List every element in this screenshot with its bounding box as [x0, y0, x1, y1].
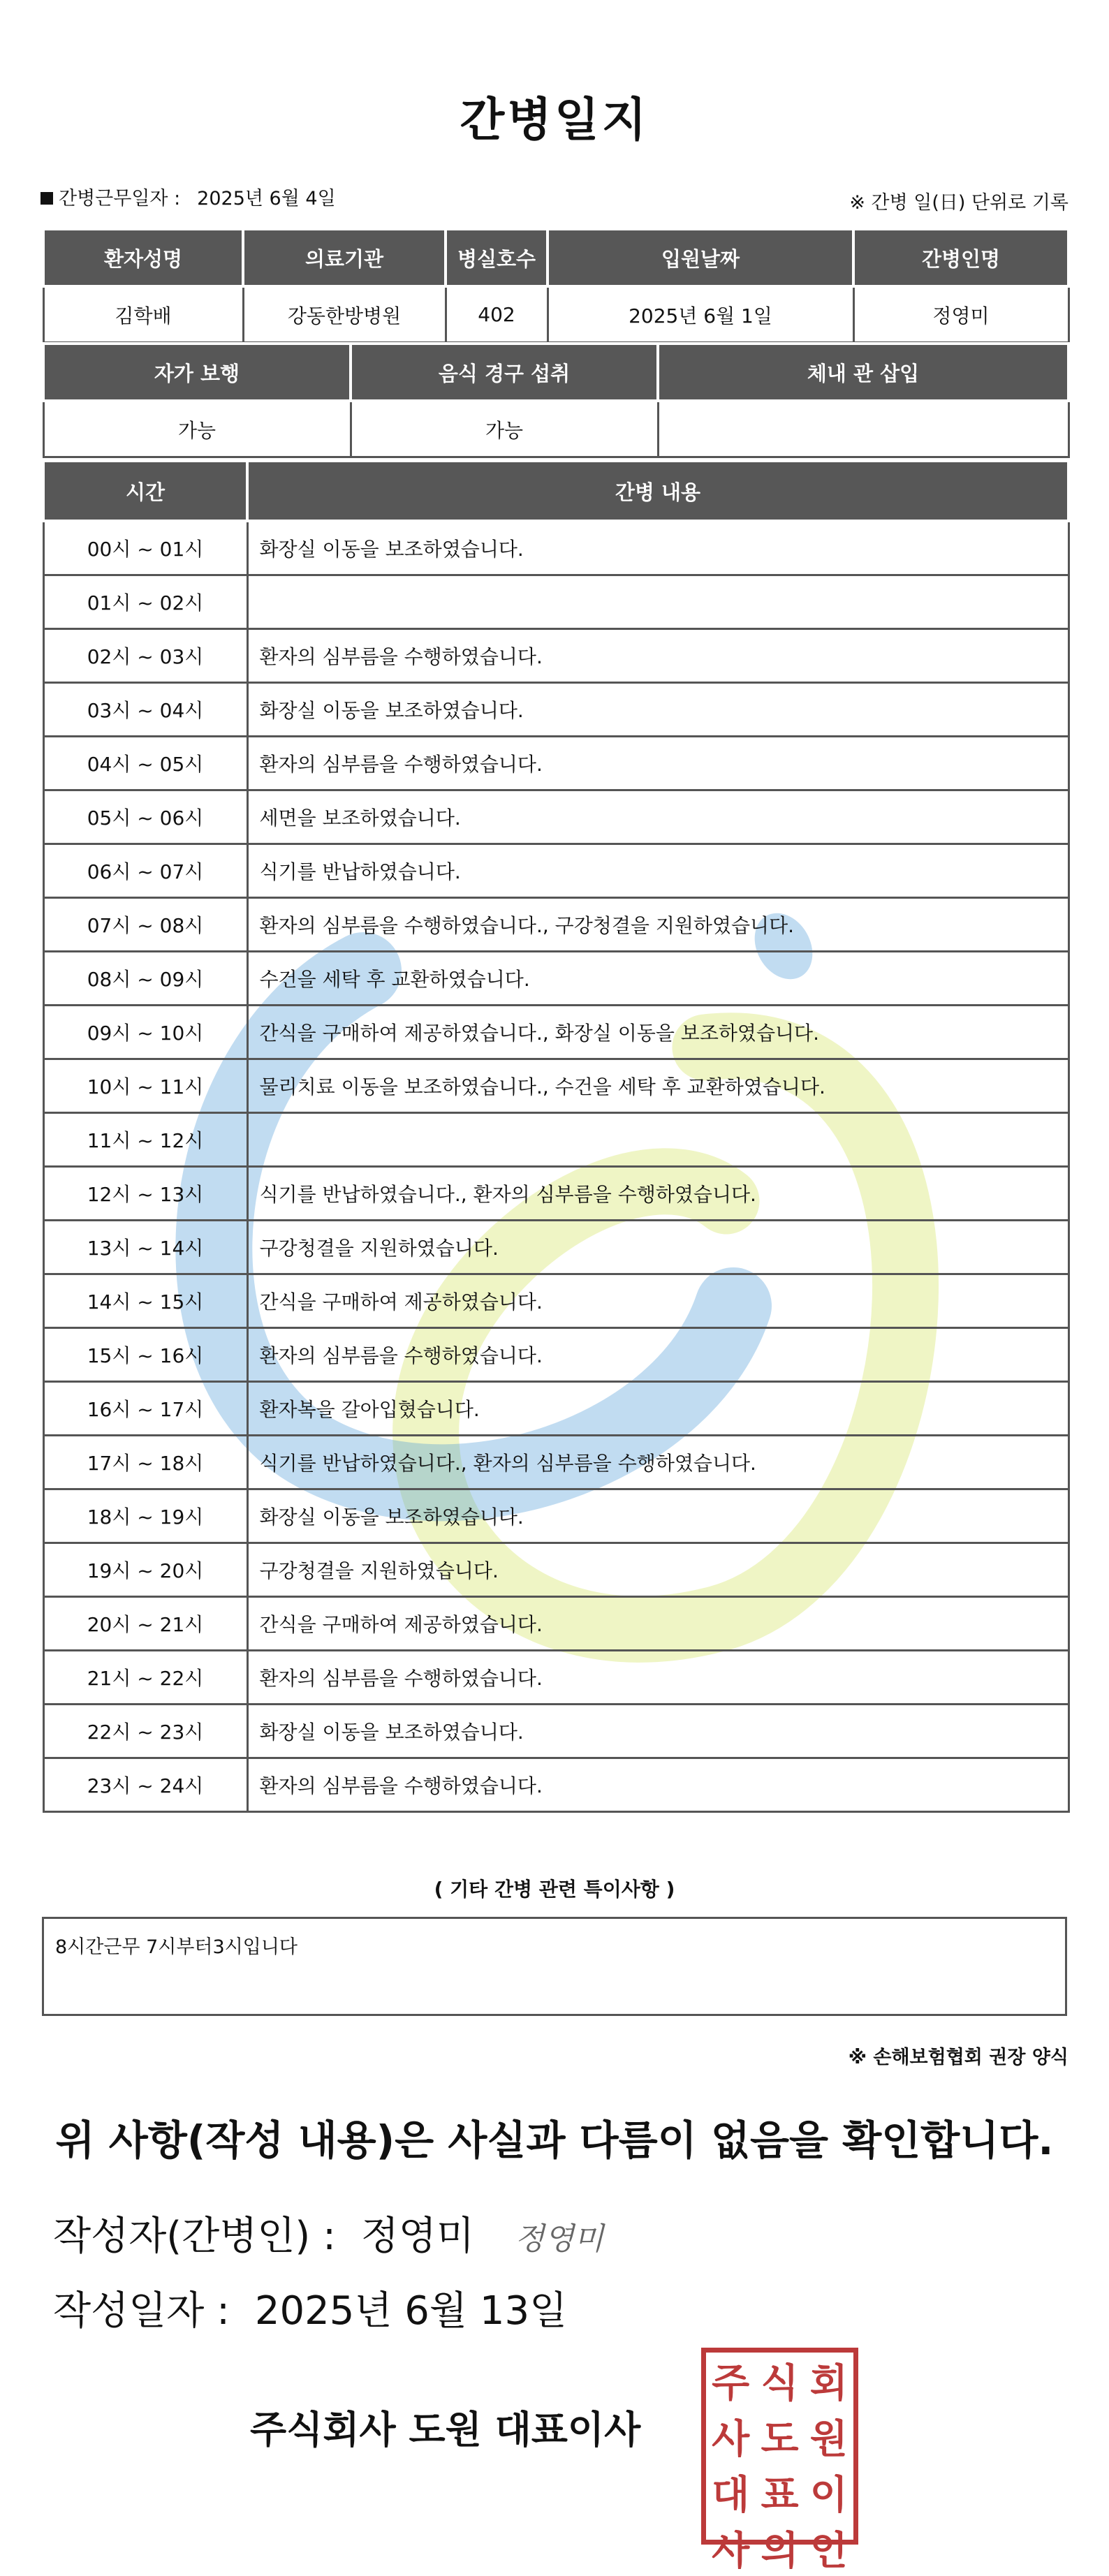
care-log-row: [43, 844, 1068, 898]
seal-character: 회: [809, 2361, 848, 2406]
care-log-content: [247, 1113, 1068, 1167]
seal-character: 이: [809, 2473, 848, 2518]
written-date-value: 2025년 6월 13일: [254, 2288, 568, 2334]
care-log-content: 간식을 구매하여 제공하였습니다.: [247, 1597, 1068, 1651]
seal-character: 식: [761, 2361, 799, 2406]
seal-character: 인: [809, 2529, 848, 2574]
header-caregiver-name: 간병인명: [853, 229, 1068, 286]
care-log-time: 02시 ~ 03시: [43, 629, 247, 683]
care-log-content: 화장실 이동을 보조하였습니다.: [247, 683, 1068, 737]
status-header-row: [43, 344, 1068, 401]
care-log-row: [43, 1758, 1068, 1812]
written-date-line: [53, 2280, 567, 2336]
care-log-time: 21시 ~ 22시: [43, 1651, 247, 1705]
seal-character: 사: [712, 2529, 750, 2574]
care-log-content: 환자복을 갈아입혔습니다.: [247, 1382, 1068, 1436]
care-log-content: 식기를 반납하였습니다., 환자의 심부름을 수행하였습니다.: [247, 1436, 1068, 1489]
care-log-time: 17시 ~ 18시: [43, 1436, 247, 1489]
header-oral-intake: 음식 경구 섭취: [351, 344, 658, 401]
care-log-time: 07시 ~ 08시: [43, 898, 247, 952]
writer-line: [53, 2205, 603, 2261]
care-log-time: 06시 ~ 07시: [43, 844, 247, 898]
care-log-content: 화장실 이동을 보조하였습니다.: [247, 1489, 1068, 1543]
care-log-content: 구강청결을 지원하였습니다.: [247, 1543, 1068, 1597]
care-log-content: 화장실 이동을 보조하였습니다.: [247, 521, 1068, 575]
room-number: 402: [446, 286, 548, 343]
care-log-time: 22시 ~ 23시: [43, 1705, 247, 1758]
seal-character: 표: [761, 2473, 799, 2518]
care-log-time: 09시 ~ 10시: [43, 1006, 247, 1059]
care-log-content: [247, 575, 1068, 629]
status-value-row: [43, 401, 1068, 457]
oral-intake-value: 가능: [351, 401, 658, 457]
care-log-time: 10시 ~ 11시: [43, 1059, 247, 1113]
care-log-row: [43, 629, 1068, 683]
care-log-time: 14시 ~ 15시: [43, 1274, 247, 1328]
care-log-row: [43, 1167, 1068, 1221]
care-log-content: 식기를 반납하였습니다., 환자의 심부름을 수행하였습니다.: [247, 1167, 1068, 1221]
patient-info-header-row: [43, 229, 1068, 286]
care-date-value: 2025년 6월 4일: [197, 188, 336, 209]
seal-character: 대: [712, 2473, 750, 2518]
care-log-time: 15시 ~ 16시: [43, 1328, 247, 1382]
care-log-time: 08시 ~ 09시: [43, 952, 247, 1006]
record-unit-note: ※ 간병 일(日) 단위로 기록: [849, 192, 1068, 214]
confirmation-statement: 위 사항(작성 내용)은 사실과 다름이 없음을 확인합니다.: [55, 2117, 1054, 2164]
page-title: 간병일지: [460, 93, 649, 147]
care-log-row: [43, 1274, 1068, 1328]
seal-character: 사: [712, 2417, 750, 2462]
hospital-name: 강동한방병원: [243, 286, 446, 343]
care-log-row: [43, 1059, 1068, 1113]
care-date: [41, 183, 336, 210]
patient-info-table: [42, 228, 1070, 344]
care-log-row: [43, 521, 1068, 575]
remarks-text: 8시간근무 7시부터3시입니다: [55, 1936, 298, 1958]
care-log-row: [43, 683, 1068, 737]
header-self-walking: 자가 보행: [43, 344, 351, 401]
care-log-row: [43, 737, 1068, 790]
care-log-time: 04시 ~ 05시: [43, 737, 247, 790]
care-log-time: 05시 ~ 06시: [43, 790, 247, 844]
care-log-content: 환자의 심부름을 수행하였습니다.: [247, 1651, 1068, 1705]
tube-insertion-value: [658, 401, 1068, 457]
care-log-row: [43, 1382, 1068, 1436]
care-log-time: 03시 ~ 04시: [43, 683, 247, 737]
care-log-row: [43, 1221, 1068, 1274]
care-log-content: 구강청결을 지원하였습니다.: [247, 1221, 1068, 1274]
writer-name: 정영미: [360, 2214, 475, 2259]
care-log-row: [43, 575, 1068, 629]
writer-label: 작성자(간병인) :: [53, 2214, 336, 2259]
header-time: 시간: [43, 461, 247, 521]
care-log-time: 20시 ~ 21시: [43, 1597, 247, 1651]
writer-signature: 정영미: [514, 2221, 604, 2257]
care-log-content: 간식을 구매하여 제공하였습니다., 화장실 이동을 보조하였습니다.: [247, 1006, 1068, 1059]
remarks-title: ( 기타 간병 관련 특이사항 ): [434, 1878, 675, 1901]
source-note: ※ 손해보험협회 권장 양식: [848, 2047, 1068, 2068]
care-log-content: 식기를 반납하였습니다.: [247, 844, 1068, 898]
care-log-time: 12시 ~ 13시: [43, 1167, 247, 1221]
header-hospital: 의료기관: [243, 229, 446, 286]
admission-date: 2025년 6월 1일: [548, 286, 853, 343]
written-date-label: 작성일자 :: [53, 2288, 230, 2334]
patient-info-value-row: [43, 286, 1068, 343]
care-log-content: 환자의 심부름을 수행하였습니다.: [247, 1758, 1068, 1812]
care-log-content: 수건을 세탁 후 교환하였습니다.: [247, 952, 1068, 1006]
care-log-row: [43, 898, 1068, 952]
care-log-row: [43, 790, 1068, 844]
care-log-time: 01시 ~ 02시: [43, 575, 247, 629]
seal-character: 도: [761, 2417, 799, 2462]
care-log-row: [43, 1651, 1068, 1705]
care-log-content: 환자의 심부름을 수행하였습니다., 구강청결을 지원하였습니다.: [247, 898, 1068, 952]
bullet-square-icon: [41, 192, 53, 205]
patient-name: 김학배: [43, 286, 243, 343]
care-log-row: [43, 1597, 1068, 1651]
care-log-content: 화장실 이동을 보조하였습니다.: [247, 1705, 1068, 1758]
care-log-content: 간식을 구매하여 제공하였습니다.: [247, 1274, 1068, 1328]
caregiver-name: 정영미: [853, 286, 1068, 343]
care-log-content: 환자의 심부름을 수행하였습니다.: [247, 629, 1068, 683]
care-log-content: 세면을 보조하였습니다.: [247, 790, 1068, 844]
care-log-content: 환자의 심부름을 수행하였습니다.: [247, 737, 1068, 790]
company-representative: 주식회사 도원 대표이사: [250, 2408, 641, 2452]
patient-status-table: [42, 342, 1070, 458]
header-care-content: 간병 내용: [247, 461, 1068, 521]
care-log-header-row: [43, 461, 1068, 521]
header-tube-insertion: 체내 관 삽입: [658, 344, 1068, 401]
remarks-box: [42, 1917, 1067, 2016]
care-log-time: 18시 ~ 19시: [43, 1489, 247, 1543]
header-patient-name: 환자성명: [43, 229, 243, 286]
care-log-time: 23시 ~ 24시: [43, 1758, 247, 1812]
seal-character: 주: [712, 2361, 750, 2406]
care-log-content: 물리치료 이동을 보조하였습니다., 수건을 세탁 후 교환하였습니다.: [247, 1059, 1068, 1113]
self-walking-value: 가능: [43, 401, 351, 457]
care-log-row: [43, 1328, 1068, 1382]
care-log-table: [42, 459, 1070, 1813]
care-log-content: 환자의 심부름을 수행하였습니다.: [247, 1328, 1068, 1382]
seal-character: 의: [761, 2529, 799, 2574]
care-log-time: 00시 ~ 01시: [43, 521, 247, 575]
seal-character: 원: [809, 2417, 848, 2462]
care-log-row: [43, 1113, 1068, 1167]
care-log-row: [43, 1543, 1068, 1597]
care-log-row: [43, 952, 1068, 1006]
care-log-row: [43, 1489, 1068, 1543]
header-room-number: 병실호수: [446, 229, 548, 286]
care-log-time: 19시 ~ 20시: [43, 1543, 247, 1597]
care-log-time: 11시 ~ 12시: [43, 1113, 247, 1167]
care-log-row: [43, 1436, 1068, 1489]
care-log-row: [43, 1705, 1068, 1758]
header-admission-date: 입원날짜: [548, 229, 853, 286]
care-log-time: 16시 ~ 17시: [43, 1382, 247, 1436]
care-log-time: 13시 ~ 14시: [43, 1221, 247, 1274]
care-log-row: [43, 1006, 1068, 1059]
care-date-label: 간병근무일자 :: [59, 188, 181, 209]
company-seal-stamp: [701, 2348, 858, 2574]
